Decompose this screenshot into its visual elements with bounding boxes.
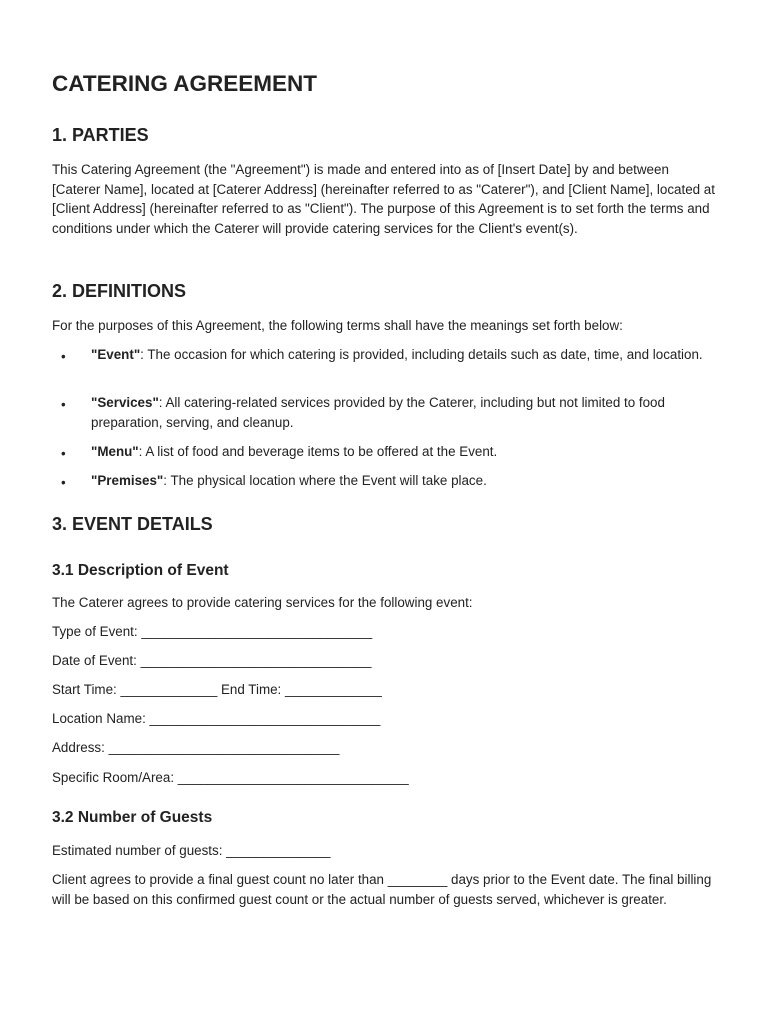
definition-text: : The physical location where the Event will take place. (163, 473, 487, 488)
bullet-icon: • (61, 446, 66, 461)
section-parties-text: This Catering Agreement (the "Agreement") is made and entered into as of [Insert Date] by and between [Caterer Name], located at [Caterer Address] (hereinafter referred to as "Caterer"), and [Client Name], located at [Client Address] (hereinafter referred to as "Client"). The purpose of this Agreement is to set forth the terms and conditions under which the Caterer will provide catering services for the Client's event(s). (52, 162, 715, 236)
address-field: Address: _______________________________ (52, 740, 340, 755)
specific-room-area-field: Specific Room/Area: _______________________________ (52, 770, 409, 785)
definition-term: "Event" (91, 347, 141, 362)
date-of-event-field: Date of Event: _______________________________ (52, 653, 372, 668)
type-of-event-field: Type of Event: _______________________________ (52, 624, 373, 639)
guest-count-text: Client agrees to provide a final guest count no later than ________ days prior to the Event date. The final billing will be based on this confirmed guest count or the actual number of guests served, whichever is greater. (52, 872, 712, 907)
definition-text: : All catering-related services provided by the Caterer, including but not limited to food preparation, serving, and cleanup. (91, 395, 665, 430)
number-of-guests-heading: 3.2 Number of Guests (52, 809, 213, 826)
definitions-intro: For the purposes of this Agreement, the following terms shall have the meanings set forth below: (52, 318, 623, 333)
section-parties-heading: 1. PARTIES (52, 125, 149, 145)
definition-text: : A list of food and beverage items to be offered at the Event. (138, 444, 498, 459)
definition-term: "Menu" (91, 444, 139, 459)
bullet-icon: • (61, 397, 66, 412)
bullet-icon: • (61, 349, 66, 364)
estimated-guests-field: Estimated number of guests: ______________ (52, 843, 331, 858)
bullet-icon: • (61, 475, 66, 490)
start-end-time-field: Start Time: _____________ End Time: _____________ (52, 682, 382, 697)
definition-term: "Premises" (91, 473, 164, 488)
description-of-event-heading: 3.1 Description of Event (52, 562, 229, 579)
document-title: CATERING AGREEMENT (52, 71, 318, 96)
location-name-field: Location Name: _______________________________ (52, 711, 381, 726)
definition-text: : The occasion for which catering is provided, including details such as date, time, and location. (140, 347, 703, 362)
definition-term: "Services" (91, 395, 159, 410)
section-definitions-heading: 2. DEFINITIONS (52, 281, 187, 301)
description-of-event-intro: The Caterer agrees to provide catering services for the following event: (52, 595, 473, 610)
section-event-details-heading: 3. EVENT DETAILS (52, 514, 213, 534)
